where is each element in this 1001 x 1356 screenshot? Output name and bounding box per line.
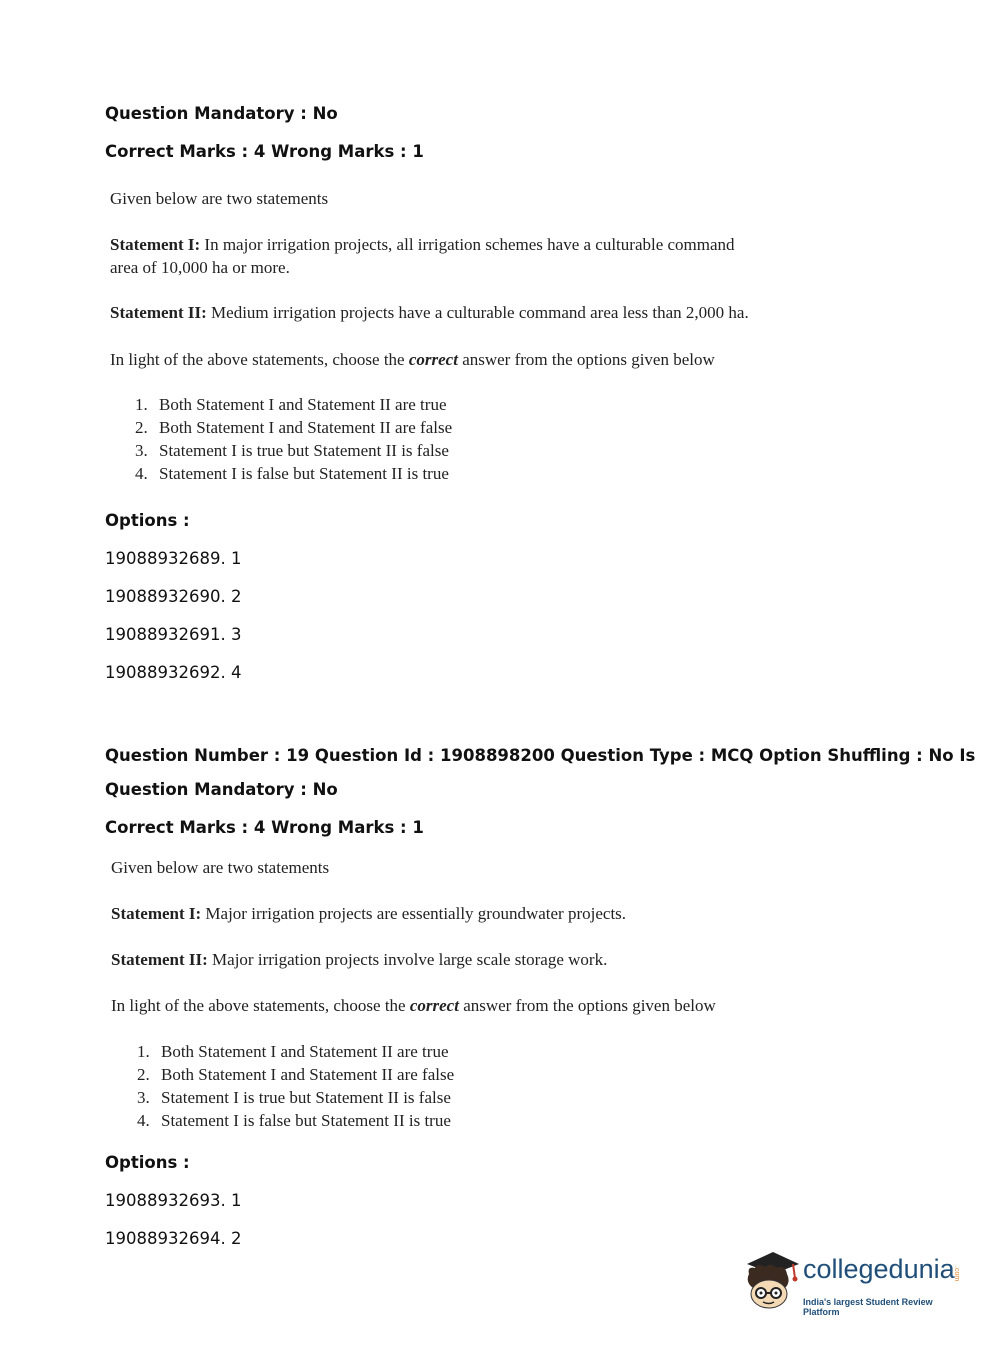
q18-option: 19088932692. 4 [105,663,242,682]
choice-number: 3. [135,441,148,460]
q18-s1-label: Statement I: [110,235,201,254]
q19-choice [137,1042,449,1062]
q19-mandatory: Question Mandatory : No [105,780,338,799]
choice-text: Statement I is true but Statement II is false [161,1088,451,1107]
q18-option: 19088932690. 2 [105,587,242,606]
q18-instruction-a: In light of the above statements, choose the [110,350,409,369]
q19-marks: Correct Marks : 4 Wrong Marks : 1 [105,818,424,837]
q18-instruction-em: correct [408,350,458,369]
q18-s2-text: Medium irrigation projects have a culturable command area less than 2,000 ha. [206,303,749,322]
q19-instruction-em: correct [409,996,459,1015]
choice-number: 4. [137,1111,150,1130]
q19-instruction-b: answer from the options given below [458,996,716,1015]
q19-choice [137,1111,451,1131]
q19-choice [137,1065,454,1085]
choice-number: 1. [137,1042,150,1061]
q18-choice [135,418,452,438]
choice-number: 4. [135,464,148,483]
q19-instruction [111,996,716,1016]
logo-tagline: India's largest Student Review Platform [803,1297,933,1317]
choice-number: 2. [137,1065,150,1084]
logo-name: collegedunia [803,1254,955,1284]
choice-text: Both Statement I and Statement II are false [161,1065,455,1084]
q19-statement-2 [111,950,607,970]
q18-marks: Correct Marks : 4 Wrong Marks : 1 [105,142,424,161]
logo-suffix: .com [953,1266,960,1282]
q19-header: Question Number : 19 Question Id : 1908898200 Question Type : MCQ Option Shuffling : No Is [105,746,976,765]
choice-number: 1. [135,395,148,414]
q19-options-label: Options : [105,1153,190,1172]
q18-s2-label: Statement II: [110,303,207,322]
q19-instruction-a: In light of the above statements, choose the [111,996,410,1015]
q18-instruction [110,350,715,370]
q19-s2-text: Major irrigation projects involve large scale storage work. [207,950,608,969]
q18-statement-1-cont: area of 10,000 ha or more. [110,258,290,277]
q18-s1-text: In major irrigation projects, all irrigation schemes have a culturable command [200,235,735,254]
choice-text: Both Statement I and Statement II are true [159,395,447,414]
q18-instruction-b: answer from the options given below [457,350,715,369]
choice-text: Both Statement I and Statement II are true [161,1042,449,1061]
choice-text: Statement I is false but Statement II is true [159,464,449,483]
q18-statement-2 [110,303,749,323]
choice-text: Statement I is false but Statement II is true [161,1111,451,1130]
q18-option: 19088932691. 3 [105,625,242,644]
q18-choice [135,441,449,461]
q18-mandatory: Question Mandatory : No [105,104,338,123]
q18-option: 19088932689. 1 [105,549,242,568]
q18-statement-1 [110,235,735,255]
choice-text: Both Statement I and Statement II are false [159,418,453,437]
q18-choice [135,464,449,484]
choice-number: 2. [135,418,148,437]
q18-intro: Given below are two statements [110,189,329,208]
choice-number: 3. [137,1088,150,1107]
q19-s1-label: Statement I: [111,904,202,923]
collegedunia-logo [741,1248,971,1318]
q18-options-label: Options : [105,511,190,530]
choice-text: Statement I is true but Statement II is false [159,441,449,460]
q19-choice [137,1088,451,1108]
q19-s1-text: Major irrigation projects are essentially groundwater projects. [201,904,627,923]
q19-statement-1 [111,904,626,924]
q19-s2-label: Statement II: [111,950,208,969]
q19-option: 19088932693. 1 [105,1191,242,1210]
q18-choice [135,395,447,415]
q19-option: 19088932694. 2 [105,1229,242,1248]
q19-intro: Given below are two statements [111,858,330,877]
mascot-graduate-icon [741,1248,801,1312]
